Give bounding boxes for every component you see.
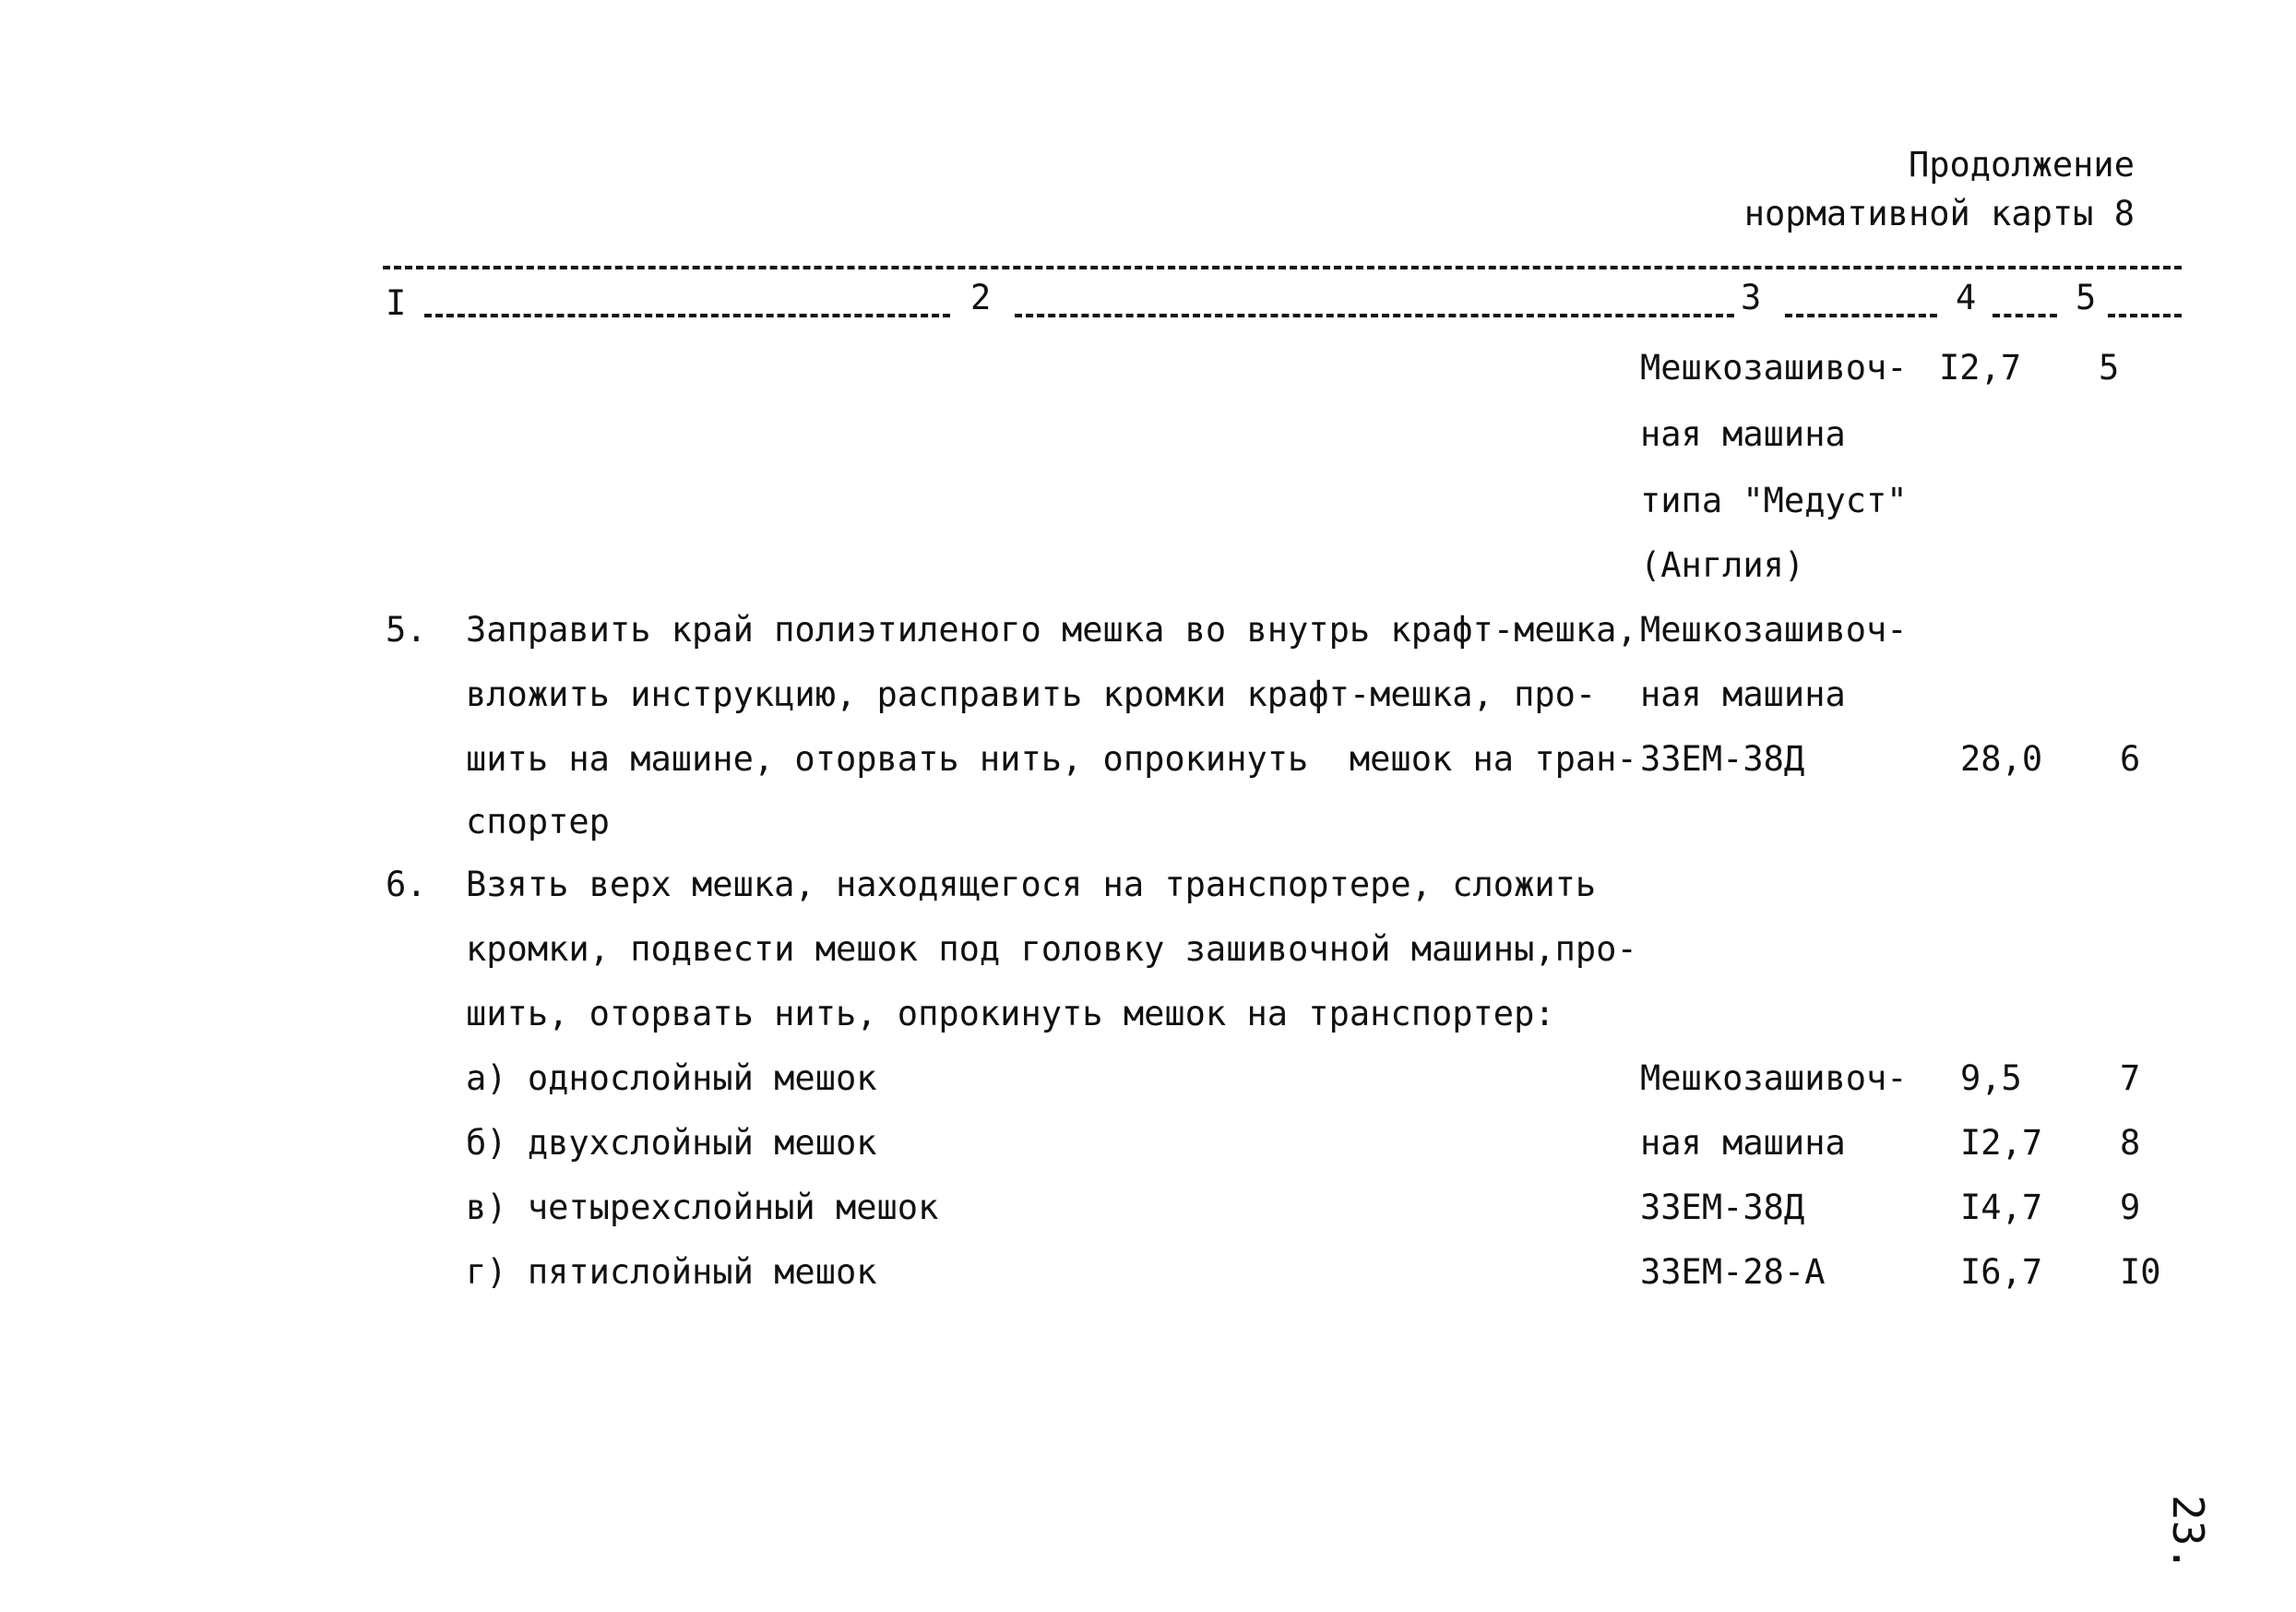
item-number: 6. (386, 865, 427, 904)
time-value: I2,7 (1939, 348, 2022, 388)
equipment-line: 33ЕМ-38Д (1640, 739, 1805, 779)
equipment-line: ная машина (1640, 1123, 1846, 1163)
time-value: 9,5 (1960, 1058, 2022, 1098)
item-text-line: Взять верх мешка, находящегося на транспортере, сложить (466, 865, 1597, 904)
item-text-line: вложить инструкцию, расправить кромки крафт-мешка, про- (466, 675, 1597, 714)
item-text-line: кромки, подвести мешок под головку зашивочной машины,про- (466, 929, 1637, 969)
time-value: I4,7 (1960, 1188, 2043, 1227)
item-number: 5. (386, 610, 427, 650)
continuation-label: Продолжение (1908, 145, 2135, 185)
card-reference: нормативной карты 8 (1743, 194, 2135, 233)
column-1-number: I (386, 283, 407, 323)
row-code: 5 (2099, 348, 2120, 388)
sub-item-text: в) четырехслойный мешок (466, 1188, 939, 1227)
row-code: 7 (2120, 1058, 2141, 1098)
equipment-line: Мешкозашивоч- (1640, 610, 1908, 650)
equipment-line: Мешкозашивоч- (1640, 1058, 1908, 1098)
page-number: 23. (2163, 1495, 2213, 1572)
row-code: 9 (2120, 1188, 2141, 1227)
item-text-line: спортер (466, 802, 610, 842)
equipment-line: (Англия) (1640, 545, 1805, 585)
sub-item-text: а) однослойный мешок (466, 1058, 877, 1098)
row-code: 6 (2120, 739, 2141, 779)
equipment-line: ная машина (1640, 675, 1846, 714)
column-3-number: 3 (1741, 278, 1762, 317)
column-4-number: 4 (1956, 278, 1977, 317)
sub-item-text: б) двухслойный мешок (466, 1123, 877, 1163)
item-text-line: шить на машине, оторвать нить, опрокинуть мешок на тран- (466, 739, 1637, 779)
time-value: I6,7 (1960, 1252, 2043, 1292)
equipment-line: Мешкозашивоч- (1640, 348, 1908, 388)
sub-item-text: г) пятислойный мешок (466, 1252, 877, 1292)
item-text-line: Заправить край полиэтиленого мешка во внутрь крафт-мешка, (466, 610, 1637, 650)
time-value: I2,7 (1960, 1123, 2043, 1163)
equipment-line: 33ЕМ-38Д (1640, 1188, 1805, 1227)
row-code: I0 (2120, 1252, 2161, 1292)
top-rule (383, 266, 2182, 269)
equipment-line: типа "Медуст" (1640, 481, 1908, 520)
column-2-number: 2 (970, 278, 992, 317)
column-5-number: 5 (2076, 278, 2097, 317)
time-value: 28,0 (1960, 739, 2043, 779)
equipment-line: ная машина (1640, 414, 1846, 454)
item-text-line: шить, оторвать нить, опрокинуть мешок на транспортер: (466, 994, 1555, 1033)
row-code: 8 (2120, 1123, 2141, 1163)
equipment-line: 33ЕМ-28-А (1640, 1252, 1826, 1292)
